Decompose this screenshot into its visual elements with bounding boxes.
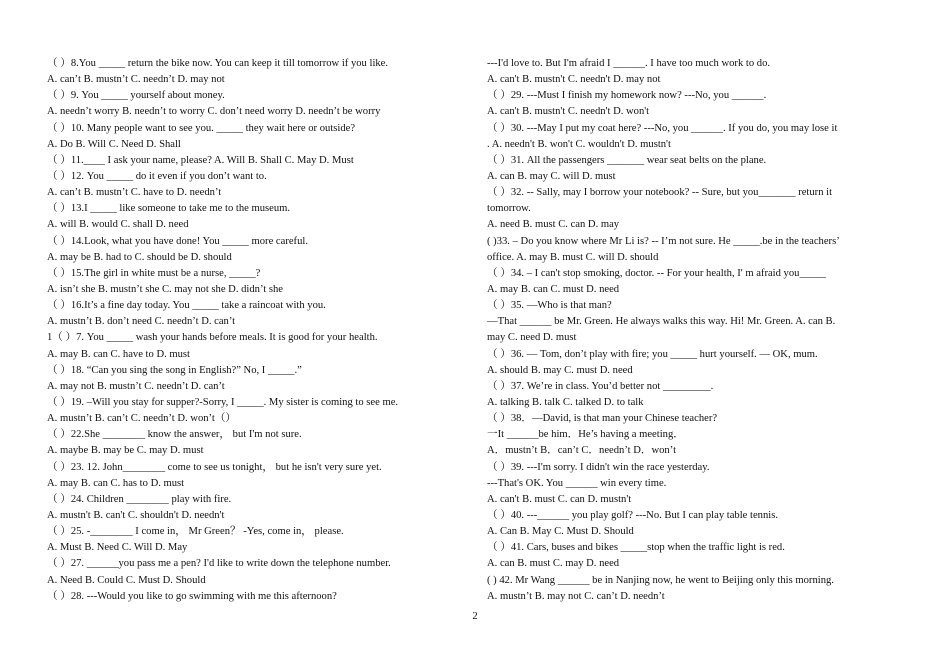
text-line: A. may B. can C. must D. need <box>487 283 620 295</box>
text-line: A. mustn't B. can't C. shouldn't D. needn't <box>47 509 225 521</box>
text-line: （ ）8.You _____ return the bike now. You can keep it till tomorrow if you like. <box>47 58 389 69</box>
text-line: （ ）30. ---May I put my coat here? ---No, you ______. If you do, you may lose it <box>487 122 838 134</box>
text-line: （ ）13.I _____ like someone to take me to the museum. <box>47 203 291 215</box>
text-line: 1（ ）7. You _____ wash your hands before meals. It is good for your health. <box>47 332 378 344</box>
text-line: ---That's OK. You ______ win every time. <box>487 477 667 489</box>
text-line: A. talking B. talk C. talked D. to talk <box>487 396 644 408</box>
text-line: （ ）16.It’s a fine day today. You _____ take a raincoat with you. <box>47 300 326 312</box>
text-line: A. mustn’t B. don’t need C. needn’t D. can’t <box>47 316 236 328</box>
text-line: . A. needn't B. won't C. wouldn't D. mustn't <box>487 138 671 150</box>
text-line: （ ）40. ---______ you play golf? ---No. But I can play table tennis. <box>487 509 778 521</box>
text-line: A. mustn’t B. may not C. can’t D. needn’t <box>487 590 665 602</box>
text-line: （ ）29. ---Must I finish my homework now? ---No, you ______. <box>487 90 767 102</box>
text-line: （ ）25. -________ I come in， Mr Green？ -Yes, come in， please. <box>47 526 344 538</box>
text-line: A. should B. may C. must D. need <box>487 364 633 376</box>
text-line: office. A. may B. must C. will D. should <box>487 251 659 263</box>
text-line: （ ）15.The girl in white must be a nurse, _____? <box>47 267 261 279</box>
text-line: （ ）9. You _____ yourself about money. <box>47 90 225 102</box>
text-line: （ ）34. – I can't stop smoking, doctor. -- For your health, I' m afraid you_____ <box>487 267 826 279</box>
text-line: （ ）27. ______you pass me a pen? I'd like to write down the telephone number. <box>47 558 391 570</box>
text-line: （ ）22.She ________ know the answer， but I'm not sure. <box>47 429 302 441</box>
text-line: A. can’t B. mustn’t C. needn’t D. may not <box>47 74 225 86</box>
text-line: A. Can B. May C. Must D. Should <box>487 526 634 538</box>
text-line: A．mustn’t B．can’t C．needn’t D．won’t <box>487 445 677 457</box>
text-line: （ ）35. —Who is that man? <box>487 300 612 312</box>
text-line: A. can B. may C. will D. must <box>487 170 616 182</box>
text-line: （ ）14.Look, what you have done! You _____ more careful. <box>47 235 308 247</box>
text-line: A. may B. can C. has to D. must <box>47 477 185 489</box>
left-column <box>47 56 465 605</box>
text-line: A. Need B. Could C. Must D. Should <box>47 574 206 586</box>
text-line: （ ）41. Cars, buses and bikes _____stop when the traffic light is red. <box>487 542 785 554</box>
text-line: （ ）38．—David, is that man your Chinese teacher? <box>487 413 718 425</box>
text-line: A. can't B. mustn't C. needn't D. won't <box>487 106 650 118</box>
text-line: A. Must B. Need C. Will D. May <box>47 542 188 554</box>
text-line: 一It ______be him．He’s having a meeting． <box>487 429 684 441</box>
text-line: （ ）36. — Tom, don’t play with fire; you _____ hurt yourself. — OK, mum. <box>487 348 818 360</box>
text-line: may C. need D. must <box>487 332 577 344</box>
text-line: A. may B. can C. have to D. must <box>47 348 190 360</box>
text-line: （ ）32. -- Sally, may I borrow your notebook? -- Sure, but you_______ return it <box>487 187 833 199</box>
text-line: A. may not B. mustn’t C. needn’t D. can’t <box>47 380 225 392</box>
text-line: （ ）39. ---I'm sorry. I didn't win the race yesterday. <box>487 461 710 473</box>
page-number: 2 <box>472 611 478 622</box>
text-line: ---I'd love to. But I'm afraid I ______. I have too much work to do. <box>487 58 771 69</box>
text-line: A. maybe B. may be C. may D. must <box>47 445 204 457</box>
text-line: A. can't B. must C. can D. mustn't <box>487 493 632 505</box>
text-line: ( ) 42. Mr Wang ______ be in Nanjing now, he went to Beijing only this morning. <box>487 574 834 586</box>
text-line: A. isn’t she B. mustn’t she C. may not she D. didn’t she <box>47 283 284 295</box>
text-line: tomorrow. <box>487 203 531 215</box>
text-line: （ ）12. You _____ do it even if you don’t want to. <box>47 170 267 182</box>
text-line: （ ）23. 12. John________ come to see us tonight， but he isn't very sure yet. <box>47 461 382 473</box>
text-line: （ ）10. Many people want to see you. _____ they wait here or outside? <box>47 122 356 134</box>
text-line: A. can B. must C. may D. need <box>487 558 620 570</box>
text-line: （ ）11.____ I ask your name, please? A. Will B. Shall C. May D. Must <box>47 154 354 166</box>
text-line: A. can't B. mustn't C. needn't D. may not <box>487 74 661 86</box>
text-line: A. needn’t worry B. needn’t to worry C. don’t need worry D. needn’t be worry <box>47 106 381 118</box>
text-line: A. will B. would C. shall D. need <box>47 219 189 231</box>
text-line: —That ______ be Mr. Green. He always walks this way. Hi! Mr. Green. A. can B. <box>487 316 836 328</box>
text-line: （ ）37. We’re in class. You’d better not _________. <box>487 380 714 392</box>
text-line: （ ）24. Children ________ play with fire. <box>47 493 232 505</box>
text-line: A. can’t B. mustn’t C. have to D. needn’t <box>47 187 222 199</box>
text-line: （ ）28. ---Would you like to go swimming with me this afternoon? <box>47 590 337 602</box>
text-line: （ ）19. –Will you stay for supper?-Sorry, I _____. My sister is coming to see me. <box>47 396 399 408</box>
text-line: A. mustn’t B. can’t C. needn’t D. won’t（） <box>47 413 237 425</box>
text-line: A. need B. must C. can D. may <box>487 219 620 231</box>
text-line: A. may be B. had to C. should be D. should <box>47 251 232 263</box>
text-line: ( )33. – Do you know where Mr Li is? -- I’m not sure. He _____.be in the teachers’ <box>487 235 840 247</box>
text-line: A. Do B. Will C. Need D. Shall <box>47 138 181 150</box>
text-line: （ ）31. All the passengers _______ wear seat belts on the plane. <box>487 154 767 166</box>
text-line: （ ）18. “Can you sing the song in English?” No, I _____.” <box>47 364 302 376</box>
right-column <box>487 56 907 605</box>
